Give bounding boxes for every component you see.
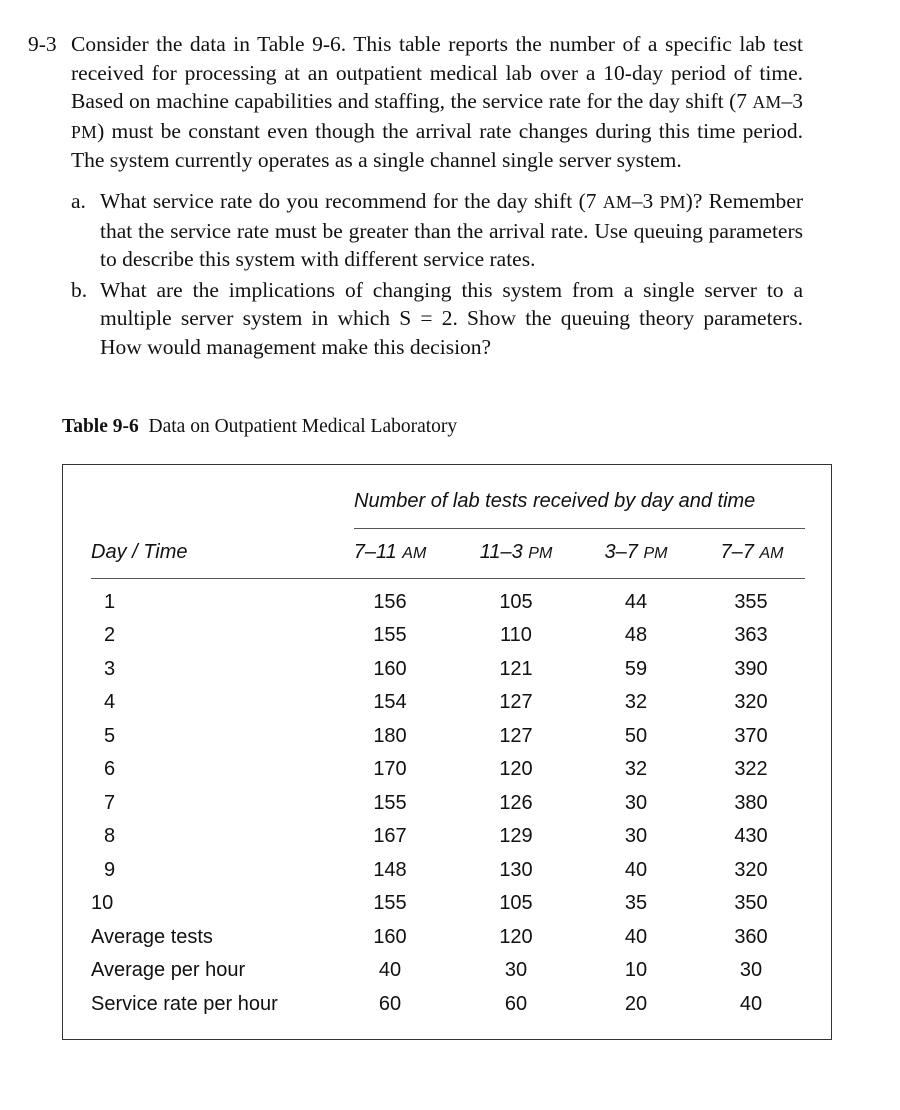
table-cell: 59 bbox=[624, 658, 648, 680]
table-row bbox=[0, 825, 900, 855]
part-label: b. bbox=[71, 277, 88, 302]
table-cell: 105 bbox=[499, 591, 533, 613]
column-time: 7–11 bbox=[353, 541, 397, 563]
stem-am: AM bbox=[752, 92, 782, 113]
row-label: 9 bbox=[104, 859, 116, 881]
stem-text-1: Consider the data in Table 9-6. This table reports the number of a specific lab test received for processing at an outpatient medical lab over a 10-day period of time. Based on machine capabilities and staffing, the service rate for the day shift (7 bbox=[71, 32, 803, 114]
table-cell: 155 bbox=[373, 624, 407, 646]
table-cell: 44 bbox=[624, 591, 648, 613]
part-b bbox=[71, 276, 803, 362]
stem-text-3: ) must be constant even though the arrival rate changes during this time period. The system currently operates as a single channel single server system. bbox=[71, 118, 803, 173]
column-time: 3–7 bbox=[604, 541, 638, 563]
table-cell: 156 bbox=[373, 591, 407, 613]
table-cell: 121 bbox=[499, 658, 533, 680]
row-label: Average tests bbox=[91, 926, 213, 948]
table-cell: 40 bbox=[624, 859, 648, 881]
part-a-text-3: )? Remember that the service rate must be greater than the arrival rate. Use queuing parameters to describe this system with different service rates. bbox=[100, 188, 804, 272]
table-row bbox=[0, 959, 900, 989]
table-cell: 110 bbox=[500, 624, 532, 646]
table-cell: 180 bbox=[373, 725, 407, 747]
column-time: 7–7 bbox=[720, 541, 754, 563]
stem-text-2: –3 bbox=[781, 89, 803, 114]
row-label: Service rate per hour bbox=[91, 993, 278, 1015]
table-row bbox=[0, 859, 900, 889]
table-cell: 32 bbox=[624, 691, 648, 713]
table-cell: 170 bbox=[373, 758, 407, 780]
table-cell: 167 bbox=[373, 825, 407, 847]
table-row bbox=[0, 892, 900, 922]
table-cell: 48 bbox=[624, 624, 648, 646]
table-cell: 154 bbox=[373, 691, 407, 713]
part-label: a. bbox=[71, 188, 86, 213]
table-cell: 30 bbox=[739, 959, 763, 981]
row-label: 4 bbox=[104, 691, 116, 713]
column-header-3 bbox=[596, 541, 676, 564]
column-unit: PM bbox=[528, 545, 553, 562]
table-row bbox=[0, 691, 900, 721]
part-a-am: AM bbox=[602, 191, 632, 212]
column-header-1 bbox=[350, 541, 430, 564]
table-cell: 155 bbox=[373, 792, 407, 814]
table-cell: 360 bbox=[734, 926, 768, 948]
table-caption bbox=[62, 416, 457, 438]
table-cell: 120 bbox=[499, 926, 533, 948]
table-cell: 10 bbox=[624, 959, 648, 981]
column-header-2 bbox=[476, 541, 556, 564]
table-row bbox=[0, 591, 900, 621]
table-row bbox=[0, 658, 900, 688]
table-row bbox=[0, 926, 900, 956]
column-unit: AM bbox=[402, 545, 427, 562]
table-row-header: Day / Time bbox=[91, 541, 188, 563]
table-cell: 40 bbox=[739, 993, 763, 1015]
part-b-text: What are the implications of changing this system from a single server to a multiple server system in which S = 2. Show the queuing theory parameters. How would management make this decision? bbox=[100, 277, 803, 359]
table-cell: 130 bbox=[499, 859, 533, 881]
stem-pm: PM bbox=[71, 121, 98, 142]
table-cell: 350 bbox=[734, 892, 768, 914]
table-row bbox=[0, 624, 900, 654]
column-time: 11–3 bbox=[479, 541, 523, 563]
table-row bbox=[0, 758, 900, 788]
problem-number: 9-3 bbox=[28, 32, 57, 56]
problem-9-3 bbox=[28, 30, 803, 364]
problem-parts bbox=[71, 187, 803, 362]
table-row bbox=[0, 792, 900, 822]
table-cell: 129 bbox=[499, 825, 533, 847]
table-caption-text: Data on Outpatient Medical Laboratory bbox=[148, 416, 458, 437]
row-label: 7 bbox=[104, 792, 116, 814]
table-cell: 40 bbox=[624, 926, 648, 948]
table-cell: 127 bbox=[499, 725, 533, 747]
table-cell: 370 bbox=[734, 725, 768, 747]
table-row bbox=[0, 725, 900, 755]
row-label: 6 bbox=[104, 758, 116, 780]
table-cell: 30 bbox=[504, 959, 528, 981]
table-cell: 40 bbox=[378, 959, 402, 981]
table-rule-top bbox=[354, 528, 805, 529]
part-a-text-1: What service rate do you recommend for the day shift (7 bbox=[100, 188, 603, 213]
table-cell: 126 bbox=[499, 792, 533, 814]
row-label: 10 bbox=[91, 892, 114, 914]
row-label: 3 bbox=[104, 658, 116, 680]
table-rule-header bbox=[91, 578, 805, 579]
row-label: 2 bbox=[104, 624, 116, 646]
part-a bbox=[71, 187, 803, 274]
row-label: 8 bbox=[104, 825, 116, 847]
column-unit: AM bbox=[759, 545, 784, 562]
table-cell: 60 bbox=[378, 993, 402, 1015]
table-cell: 148 bbox=[373, 859, 407, 881]
table-cell: 322 bbox=[734, 758, 768, 780]
table-cell: 355 bbox=[734, 591, 768, 613]
table-cell: 35 bbox=[624, 892, 648, 914]
table-cell: 155 bbox=[373, 892, 407, 914]
table-cell: 390 bbox=[734, 658, 768, 680]
table-cell: 60 bbox=[504, 993, 528, 1015]
table-row bbox=[0, 993, 900, 1023]
table-cell: 430 bbox=[734, 825, 768, 847]
table-cell: 320 bbox=[734, 691, 768, 713]
table-cell: 380 bbox=[734, 792, 768, 814]
table-group-header: Number of lab tests received by day and time bbox=[354, 490, 756, 512]
table-cell: 127 bbox=[499, 691, 533, 713]
row-label: 1 bbox=[104, 591, 116, 613]
table-cell: 160 bbox=[373, 658, 407, 680]
table-cell: 320 bbox=[734, 859, 768, 881]
problem-stem bbox=[71, 30, 803, 175]
table-cell: 30 bbox=[624, 792, 648, 814]
table-cell: 30 bbox=[624, 825, 648, 847]
column-header-4 bbox=[712, 541, 792, 564]
table-cell: 363 bbox=[734, 624, 768, 646]
part-a-text-2: –3 bbox=[631, 188, 660, 213]
table-cell: 120 bbox=[499, 758, 533, 780]
row-label: Average per hour bbox=[91, 959, 246, 981]
column-unit: PM bbox=[643, 545, 668, 562]
table-cell: 20 bbox=[624, 993, 648, 1015]
table-cell: 160 bbox=[373, 926, 407, 948]
row-label: 5 bbox=[104, 725, 116, 747]
table-cell: 32 bbox=[624, 758, 648, 780]
part-a-pm: PM bbox=[659, 191, 686, 212]
table-cell: 105 bbox=[499, 892, 533, 914]
table-caption-label: Table 9-6 bbox=[62, 416, 139, 437]
table-cell: 50 bbox=[624, 725, 648, 747]
